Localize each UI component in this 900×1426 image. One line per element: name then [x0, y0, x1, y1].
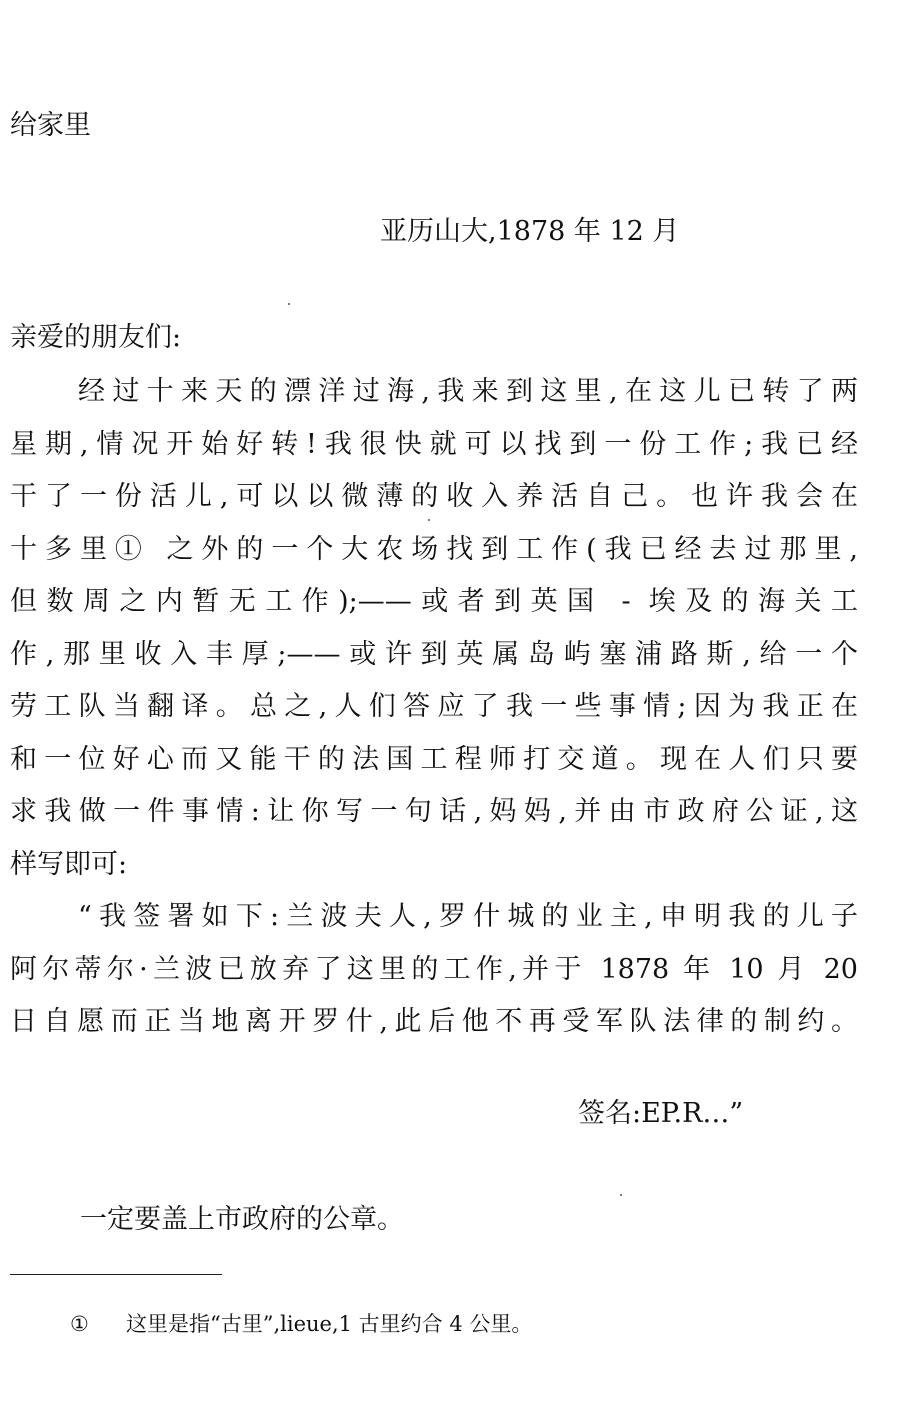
- scan-speck: [620, 1194, 622, 1196]
- letter-body: [10, 366, 858, 1049]
- scan-speck: [288, 303, 290, 305]
- letter-salutation: 亲爱的朋友们:: [10, 322, 182, 353]
- body-line: 经过十来天的漂洋过海,我来到这里,在这儿已转了两: [78, 376, 858, 407]
- body-line: 星期,情况开始好转!我很快就可以找到一份工作;我已经: [10, 428, 858, 460]
- letter-signature: 签名:EP.R…”: [578, 1098, 744, 1129]
- footnote-text: 这里是指“古里”,lieue,1 古里约合 4 公里。: [126, 1312, 533, 1336]
- body-line: 但数周之内暂无工作);——或者到英国 - 埃及的海关工: [10, 586, 858, 617]
- body-line: 和一位好心而又能干的法国工程师打交道。现在人们只要: [10, 743, 858, 775]
- quote-line: “我签署如下:兰波夫人,罗什城的业主,申明我的儿子: [78, 901, 858, 932]
- stamp-note: 一定要盖上市政府的公章。: [80, 1204, 404, 1235]
- body-line: 十多里① 之外的一个大农场找到工作(我已经去过那里,: [10, 533, 858, 565]
- letter-dateline: 亚历山大,1878 年 12 月: [380, 216, 680, 247]
- body-line: 干了一份活儿,可以以微薄的收入养活自己。也许我会在: [10, 481, 858, 512]
- footnote-marker: ①: [70, 1312, 89, 1336]
- letter-heading: 给家里: [10, 110, 91, 141]
- body-line: 作,那里收入丰厚;——或许到英属岛屿塞浦路斯,给一个: [10, 638, 858, 670]
- body-line: 劳工队当翻译。总之,人们答应了我一些事情;因为我正在: [10, 691, 858, 722]
- footnote: [70, 1308, 532, 1340]
- body-line: 样写即可:: [10, 848, 128, 880]
- quote-line: 日自愿而正当地离开罗什,此后他不再受军队法律的制约。: [10, 1006, 858, 1037]
- scan-speck: [428, 519, 430, 521]
- quote-line: 阿尔蒂尔·兰波已放弃了这里的工作,并于 1878 年 10 月 20: [10, 953, 858, 985]
- body-line: 求我做一件事情:让你写一句话,妈妈,并由市政府公证,这: [10, 796, 858, 827]
- footnote-divider: [10, 1274, 222, 1275]
